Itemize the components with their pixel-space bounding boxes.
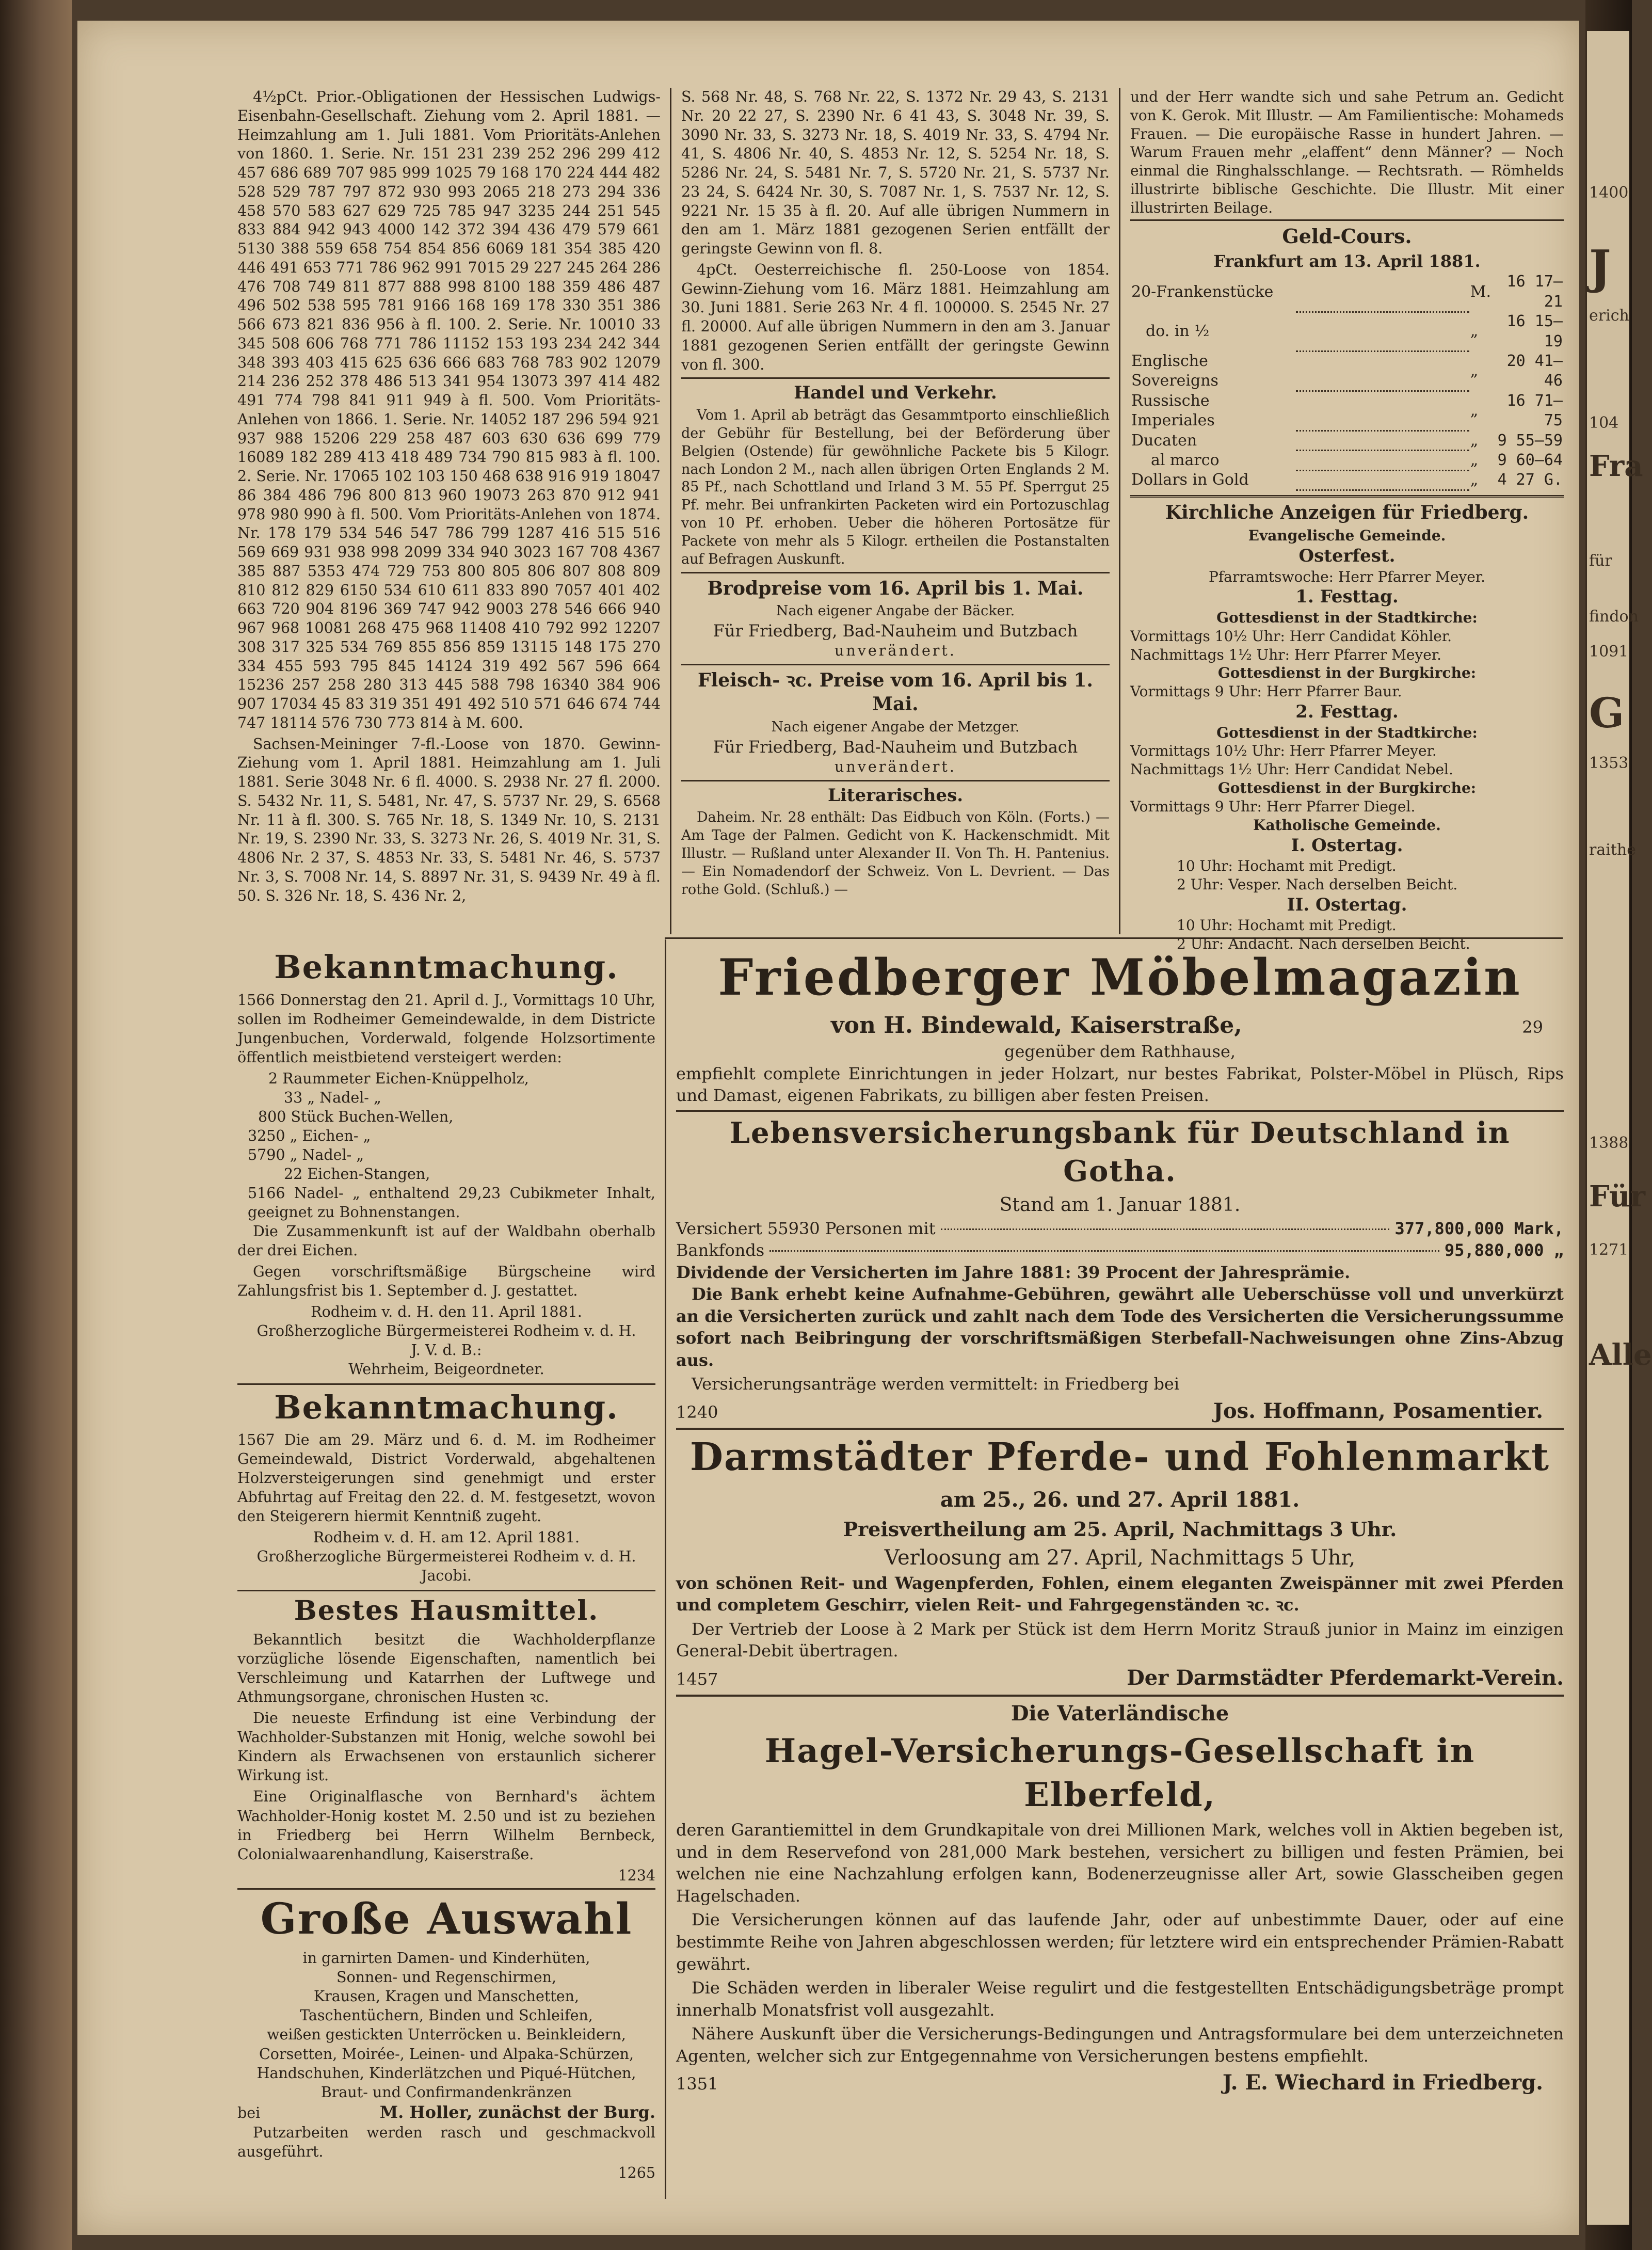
fleischpreise-sub: Nach eigener Angabe der Metzger. <box>771 719 1020 735</box>
evangelisch-heading: Evangelische Gemeinde. <box>1248 527 1446 545</box>
divider <box>676 1428 1564 1430</box>
auswahl-line: in garnirten Damen- und Kinderhüten, <box>302 1950 590 1967</box>
wood-item: 800 Stück Buchen-Wellen, <box>258 1108 454 1125</box>
geldcours-sub: Frankfurt am 13. April 1881. <box>1213 251 1481 272</box>
edge-fragment: 1353 <box>1589 754 1629 773</box>
moebel-von: von H. Bindewald, Kaiserstraße, <box>831 1012 1242 1039</box>
hagel-pretitle: Die Vaterländische <box>1011 1701 1229 1726</box>
service-line: Vormittags 9 Uhr: Herr Pfarrer Diegel. <box>1130 797 1416 815</box>
auswahl-line: Taschentüchern, Binden und Schleifen, <box>300 2007 593 2024</box>
pfarramtswoche: Pfarramtswoche: Herr Pfarrer Meyer. <box>1209 568 1485 585</box>
bekanntmachung-place: Rodheim v. d. H. am 12. April 1881. <box>313 1529 580 1546</box>
bekanntmachung-text: Die Zusammenkunft ist auf der Waldbahn oberhalb der drei Eichen. <box>237 1223 655 1259</box>
kirchliche-heading: Kirchliche Anzeigen für Friedberg. <box>1165 502 1529 524</box>
section-heading-handel: Handel und Verkehr. <box>794 382 997 404</box>
bekanntmachung-heading: Bekanntmachung. <box>274 1388 619 1426</box>
edge-fragment: 104 <box>1589 414 1619 432</box>
hagel-text: Nähere Auskunft über die Versicherungs-Bedingungen und Antragsformulare bei dem unterzeichneten Agenten, welcher sich zur Entgegennahme von Versicherungen bestens empfiehlt. <box>676 2024 1564 2066</box>
edge-fragment: 1271 <box>1589 1241 1629 1259</box>
bekanntmachung-place: Rodheim v. d. H. den 11. April 1881. <box>311 1303 582 1321</box>
auswahl-line: weißen gestickten Unterröcken u. Beinkleidern, <box>267 2026 626 2044</box>
divider <box>681 664 1110 665</box>
currency-unit: „ <box>1470 451 1479 469</box>
lottery-paragraph: 4½pCt. Prior.-Obligationen der Hessischen Ludwigs-Eisenbahn-Gesellschaft. Ziehung vom 2. April 1881. — Heimzahlung am 1. Juli 1881. Vom Prioritäts-Anlehen von 1860. 1. Serie. Nr. 151 231 239 252 296 299 412 457 686 689 707 985 999 1025 79 168 170 224 444 482 528 529 787 797 872 930 993 2065 218 273 294 336 458 570 583 627 629 725 785 947 3235 244 251 545 833 884 942 943 4000 142 372 394 436 479 579 661 5130 388 559 658 754 854 856 6069 181 354 385 420 446 491 653 771 786 962 991 7015 29 227 245 264 286 476 708 749 811 877 888 998 8100 188 359 486 487 496 502 538 595 781 9166 168 169 178 330 351 386 566 673 821 836 956 à fl. 100. 2. Serie. Nr. 10010 33 345 508 606 768 771 786 11152 153 193 234 242 344 348 393 403 415 625 636 666 683 768 783 902 12079 214 236 252 378 486 513 341 954 13073 397 414 482 491 774 798 841 911 949 à fl. 500. Vom Prioritäts-Anlehen von 1866. 1. Serie. Nr. 14052 187 296 594 921 937 988 15206 229 258 487 603 630 636 699 779 16089 182 289 413 418 489 734 790 815 983 à fl. 100. 2. Serie. Nr. 17065 102 103 150 468 638 916 919 18047 86 384 486 796 800 813 960 19073 263 870 912 941 978 980 990 à fl. 500. Vom Prioritäts-Anlehen von 1874. Nr. 178 179 534 546 547 786 799 1287 416 515 516 569 669 931 938 998 2099 334 940 3023 167 708 4367 385 887 5353 474 729 753 800 805 806 807 808 809 810 812 829 6150 534 610 611 833 890 7057 401 402 663 720 904 8196 369 747 942 9003 278 546 666 940 967 968 10081 268 475 968 11408 410 792 992 12207 308 317 325 534 769 855 856 859 13115 148 175 270 334 455 593 795 845 14124 319 492 567 596 664 15236 257 258 280 313 445 588 798 16340 384 906 907 17034 45 83 319 351 491 492 510 571 646 674 744 747 18114 576 730 773 814 à M. 600. <box>237 88 661 731</box>
middle-top-column <box>681 88 1110 934</box>
divider <box>237 1383 655 1385</box>
burgkirche-heading: Gottesdienst in der Burgkirche: <box>1217 664 1477 682</box>
currency-value: 16 71–75 <box>1506 391 1563 430</box>
currency-value: 16 17–21 <box>1506 273 1563 311</box>
currency-value: 9 55–59 <box>1497 431 1563 450</box>
edge-fragment: Für <box>1589 1179 1645 1214</box>
auswahl-heading: Große Auswahl <box>260 1894 633 1944</box>
divider <box>1130 495 1564 498</box>
festtag-heading: 1. Festtag. <box>1295 586 1399 608</box>
hagel-heading: Hagel-Versicherungs-Gesellschaft in Elberfeld, <box>764 1732 1475 1815</box>
lottery-paragraph: S. 568 Nr. 48, S. 768 Nr. 22, S. 1372 Nr. 29 43, S. 2131 Nr. 20 22 27, S. 2390 Nr. 6 41 43, S. 3048 Nr. 39, S. 3090 Nr. 33, S. 3273 Nr. 18, S. 4019 Nr. 33, S. 4794 Nr. 41, S. 4806 Nr. 40, S. 4853 Nr. 12, S. 5254 Nr. 18, S. 5286 Nr. 24, S. 5481 Nr. 7, S. 5720 Nr. 21, S. 5737 Nr. 23 24, S. 6424 Nr. 30, S. 7087 Nr. 1, S. 7537 Nr. 12, S. 9221 Nr. 15 35 à fl. 20. Auf alle übrigen Nummern in den am 1. März 1881 gezogenen Serien entfällt der geringste Gewinn von fl. 8. <box>681 88 1110 257</box>
edge-fragment: erich <box>1589 307 1629 325</box>
currency-label: 20-Frankenstücke <box>1131 282 1274 301</box>
stadtkirche-heading: Gottesdienst in der Stadtkirche: <box>1216 609 1478 626</box>
pferdemarkt-heading: Darmstädter Pferde- und Fohlenmarkt <box>689 1435 1550 1480</box>
bekanntmachung-heading: Bekanntmachung. <box>274 948 619 986</box>
ad-number: 1240 <box>676 1402 718 1423</box>
auswahl-line: Corsetten, Moirée-, Leinen- und Alpaka-Schürzen, <box>259 2045 634 2063</box>
bekanntmachung-text: Gegen vorschriftsmäßige Bürgscheine wird Zahlungsfrist bis 1. September d. J. gestattet. <box>237 1263 655 1300</box>
lottery-column <box>237 88 661 934</box>
hagel-text: Die Schäden werden in liberaler Weise regulirt und die festgestellten Entschädigungsbeträge prompt innerhalb Monatsfrist voll ausgezahlt. <box>676 1978 1564 2020</box>
lebensversicherung-text: Die Bank erhebt keine Aufnahme-Gebühren, gewährt alle Ueberschüsse voll und unverkürzt an die Versicherten zurück und zahlt nach dem Tode des Versicherten die Versicherungssumme sofort nach Beibringung der vorschriftsmäßigen Sterbefall-Nachweisungen ohne Zins-Abzug aus. <box>676 1284 1564 1370</box>
lottery-paragraph: 4pCt. Oesterreichische fl. 250-Loose von 1854. Gewinn-Ziehung vom 16. März 1881. Heimzahlung am 30. Juni 1881. Serie 263 Nr. 4 fl. 100000. S. 2545 Nr. 27 fl. 20000. Auf alle übrigen Nummern in den am 3. Januar 1881 gezogenen Serien entfällt der geringste Gewinn von fl. 300. <box>681 261 1110 373</box>
divider <box>676 1695 1564 1697</box>
service-line: 2 Uhr: Andacht. Nach derselben Beicht. <box>1177 935 1470 953</box>
hagel-text: Die Versicherungen können auf das laufende Jahr, oder auf unbestimmte Dauer, oder auf eine bestimmte Reihe von Jahren abgeschlossen werden; für letztere wird ein entsprechender Prämien-Rabatt gewährt. <box>676 1910 1564 1974</box>
hausmittel-text: Die neueste Erfindung ist eine Verbindung der Wachholder-Substanzen mit Honig, welche sowohl bei Kindern als Erwachsenen von erstaunlich sicherer Wirkung ist. <box>237 1710 655 1784</box>
currency-label: Englische Sovereigns <box>1131 352 1218 390</box>
ad-number: 1265 <box>618 2164 655 2182</box>
ad-number: 1457 <box>676 1669 718 1689</box>
auswahl-line: Sonnen- und Regenschirmen, <box>336 1969 557 1986</box>
right-top-column <box>1130 88 1564 953</box>
agent-name: Jos. Hoffmann, Posamentier. <box>1213 1399 1543 1424</box>
table-row <box>1130 312 1564 352</box>
lebensversicherung-vermittlung: Versicherungsanträge werden vermittelt: in Friedberg bei <box>692 1374 1180 1394</box>
moebel-heading: Friedberger Möbelmagazin <box>718 948 1522 1007</box>
divider <box>681 377 1110 379</box>
currency-value: 16 15–19 <box>1506 312 1563 350</box>
currency-value: 4 27 G. <box>1497 471 1563 489</box>
auswahl-merchant: M. Holler, zunächst der Burg. <box>379 2102 655 2122</box>
currency-label: al marco <box>1151 451 1220 469</box>
divider <box>1130 219 1564 221</box>
service-line: Vormittags 10½ Uhr: Herr Pfarrer Meyer. <box>1130 742 1437 760</box>
service-line: 2 Uhr: Vesper. Nach derselben Beicht. <box>1177 875 1458 893</box>
edge-fragment: 1091 <box>1589 643 1629 661</box>
hausmittel-heading: Bestes Hausmittel. <box>294 1594 599 1626</box>
lottery-paragraph: Sachsen-Meininger 7-fl.-Loose von 1870. Gewinn-Ziehung vom 1. April 1881. Heimzahlung am 1. Juli 1881. Serie 3048 Nr. 6 fl. 4000. S. 2938 Nr. 27 fl. 2000. S. 5432 Nr. 11, S. 5481, Nr. 47, S. 5737 Nr. 29, S. 6568 Nr. 11 à fl. 300. S. 765 Nr. 18, S. 1349 Nr. 10, S. 2131 Nr. 19, S. 2390 Nr. 33, S. 3273 Nr. 26, S. 4019 Nr. 31, S. 4806 Nr. 2 37, S. 4853 Nr. 33, S. 5481 Nr. 46, S. 5737 Nr. 3, S. 7008 Nr. 14, S. 8897 Nr. 31, S. 9439 Nr. 49 à fl. 50. S. 326 Nr. 18, S. 436 Nr. 2, <box>237 735 661 904</box>
signature-name: Wehrheim, Beigeordneter. <box>348 1361 544 1378</box>
fleischpreise-status: unverändert. <box>835 758 956 775</box>
book-binding-left <box>0 0 72 2250</box>
bekanntmachung-text: 1567 Die am 29. März und 6. d. M. im Rodheimer Gemeindewald, District Vorderwald, abgehaltenen Holzversteigerungen sind genehmigt und erster Abfuhrtag auf Freitag den 22. d. M. festgesetzt, wovon den Steigerern hiermit Kenntniß zugeht. <box>237 1431 655 1525</box>
dividende-line: Dividende der Versicherten im Jahre 1881: 39 Procent der Jahresprämie. <box>676 1262 1351 1282</box>
ad-number: 1351 <box>676 2074 718 2094</box>
left-bottom-column <box>237 945 655 2204</box>
edge-fragment: J <box>1589 240 1611 295</box>
edge-fragment: für <box>1589 552 1612 570</box>
currency-label: do. in ½ <box>1146 322 1210 341</box>
katholisch-heading: Katholische Gemeinde. <box>1253 816 1441 834</box>
daheim-continued: und der Herr wandte sich und sahe Petrum an. Gedicht von K. Gerok. Mit Illustr. — Am Familientische: Mohameds Frauen. — Die europäische Rasse in hundert Jahren. — Warum Frauen mehr „elaffent“ denn Männer? — Noch einmal die Ringhalsschlange. — Rechtsrath. — Römhelds illustrirte biblische Geschichte. Die Illustr. Mit einer illustrirten Beilage. <box>1130 88 1564 216</box>
wood-item: 33 „ Nadel- „ <box>284 1089 381 1106</box>
brodpreise-status: unverändert. <box>835 642 956 660</box>
literarisches-heading: Literarisches. <box>827 785 964 806</box>
pferdemarkt-dates: am 25., 26. und 27. April 1881. <box>940 1487 1300 1512</box>
stat-label: Versichert 55930 Personen mit <box>676 1218 936 1238</box>
auswahl-line: Braut- und Confirmandenkränzen <box>320 2083 572 2101</box>
fleischpreise-heading: Fleisch- ꝛc. Preise vom 16. April bis 1. Mai. <box>698 669 1093 715</box>
moebel-gegenueber: gegenüber dem Rathhause, <box>1004 1042 1236 1062</box>
service-line: Nachmittags 1½ Uhr: Herr Pfarrer Meyer. <box>1130 646 1442 663</box>
divider <box>676 1110 1564 1112</box>
brodpreise-sub: Nach eigener Angabe der Bäcker. <box>776 603 1015 619</box>
auswahl-putz: Putzarbeiten werden rasch und geschmackvoll ausgeführt. <box>237 2124 655 2161</box>
edge-fragment: Fra <box>1589 449 1643 483</box>
service-line: Vormittags 10½ Uhr: Herr Candidat Köhler. <box>1130 627 1452 645</box>
wood-item: 3250 „ Eichen- „ <box>248 1127 371 1144</box>
newspaper-page <box>77 21 1579 2235</box>
ostertag-heading: I. Ostertag. <box>1291 835 1403 856</box>
service-line: Nachmittags 1½ Uhr: Herr Candidat Nebel. <box>1130 761 1453 778</box>
pferdemarkt-text: von schönen Reit- und Wagenpferden, Fohlen, einem eleganten Zweispänner mit zwei Pferden und completem Geschirr, vielen Reit- und Fahrgegenständen ꝛc. ꝛc. <box>676 1573 1564 1615</box>
service-line: 10 Uhr: Hochamt mit Predigt. <box>1177 917 1397 934</box>
pferdemarkt-verloosung: Verloosung am 27. April, Nachmittags 5 Uhr, <box>884 1546 1356 1570</box>
geldcours-table <box>1130 272 1564 491</box>
brodpreise-heading: Brodpreise vom 16. April bis 1. Mai. <box>707 577 1084 599</box>
currency-label: Ducaten <box>1131 431 1197 450</box>
currency-label: Russische Imperiales <box>1131 391 1215 430</box>
edge-fragment: 1400 <box>1589 184 1629 202</box>
column-rule <box>670 88 671 934</box>
wood-item: 5790 „ Nadel- „ <box>248 1146 364 1163</box>
lebensversicherung-stand: Stand am 1. Januar 1881. <box>999 1194 1241 1216</box>
edge-fragment: G <box>1589 689 1625 738</box>
currency-label: Dollars in Gold <box>1131 471 1249 489</box>
wood-item: 2 Raummeter Eichen-Knüppelholz, <box>268 1070 529 1087</box>
pferdemarkt-vertrieb: Der Vertrieb der Loose à 2 Mark per Stück ist dem Herrn Moritz Strauß junior in Mainz im einzigen General-Debit übertragen. <box>676 1619 1564 1661</box>
currency-unit: „ <box>1470 401 1479 420</box>
currency-unit: „ <box>1470 362 1479 380</box>
edge-fragment: findon <box>1589 608 1639 626</box>
hagel-lead: deren Garantiemittel in dem Grundkapitale von drei Millionen Mark, welches voll in Aktien begeben ist, und in dem Reservefond von 281,000 Mark bestehen, versichert zu billigen und festen Prämien, bei welchen nie eine Nachzahlung erfolgen kann, Bodenerzeugnisse aller Art, sowie Glasscheiben gegen Hagelschaden. <box>676 1820 1564 1906</box>
lebensversicherung-heading: Lebensversicherungsbank für Deutschland in Gotha. <box>729 1115 1511 1189</box>
pferdemarkt-verein: Der Darmstädter Pferdemarkt-Verein. <box>1127 1665 1564 1690</box>
divider <box>681 572 1110 573</box>
ostertag-heading: II. Ostertag. <box>1287 894 1407 915</box>
currency-unit: „ <box>1470 322 1479 341</box>
table-row <box>1130 352 1564 391</box>
currency-unit: „ <box>1470 471 1479 489</box>
festtag-heading: 2. Festtag. <box>1295 701 1399 723</box>
stat-label: Bankfonds <box>676 1240 765 1260</box>
hausmittel-text: Eine Originalflasche von Bernhard's ächtem Wachholder-Honig kostet M. 2.50 und ist zu beziehen in Friedberg bei Herrn Wilhelm Bernbeck, Colonialwaarenhandlung, Kaiserstraße. <box>237 1788 655 1863</box>
table-row <box>1130 470 1564 490</box>
pferdemarkt-preis: Preisvertheilung am 25. April, Nachmittags 3 Uhr. <box>843 1517 1397 1541</box>
currency-unit: M. <box>1470 282 1491 301</box>
currency-value: 9 60–64 <box>1497 451 1563 469</box>
signature-line: J. V. d. B.: <box>411 1342 482 1359</box>
wood-item: 22 Eichen-Stangen, <box>284 1166 430 1183</box>
edge-fragment: raithe <box>1589 841 1636 859</box>
handel-text: Vom 1. April ab beträgt das Gesammtporto einschließlich der Gebühr für Bestellung, bei der Beförderung über Belgien (Ostende) für gewöhnliche Packete bis 5 Kilogr. nach London 2 M., nach allen übrigen Orten Englands 2 M. 85 Pf., nach Schottland und Irland 3 M. 55 Pf. Sperrgut 25 Pf. mehr. Bei unfrankirten Packeten wird ein Portozuschlag von 10 Pf. erhoben. Ueber die höheren Portosätze für Packete von mehr als 5 Kilogr. ertheilen die Postanstalten auf Befragen Auskunft. <box>681 407 1110 567</box>
divider <box>237 1888 655 1890</box>
literarisches-text: Daheim. Nr. 28 enthält: Das Eidbuch von Köln. (Forts.) — Am Tage der Palmen. Gedicht von K. Hackenschmidt. Mit Illustr. — Rußland unter Alexander II. Von Th. H. Pantenius. — Ein Nomadendorf der Schweiz. Von L. Devrient. — Das rothe Gold. (Schluß.) — <box>681 809 1110 898</box>
hausmittel-text: Bekanntlich besitzt die Wachholderpflanze vorzügliche lösende Eigenschaften, namentlich bei Verschleimung und Katarrhen der Luftwege und Athmungsorgane, chronischen Husten ꝛc. <box>237 1631 655 1706</box>
geldcours-heading: Geld-Cours. <box>1282 224 1412 248</box>
edge-fragment: Alle <box>1589 1338 1652 1373</box>
table-row <box>1130 451 1564 470</box>
agent-name: J. E. Wiechard in Friedberg. <box>1222 2070 1543 2095</box>
burgkirche-heading: Gottesdienst in der Burgkirche: <box>1217 779 1477 797</box>
service-line: 10 Uhr: Hochamt mit Predigt. <box>1177 857 1397 875</box>
signature-office: Großherzogliche Bürgermeisterei Rodheim v. d. H. <box>256 1322 636 1340</box>
table-row <box>1130 272 1564 312</box>
next-page-edge <box>1587 31 1652 2225</box>
signature-office: Großherzogliche Bürgermeisterei Rodheim v. d. H. <box>256 1548 636 1566</box>
wood-item: 5166 Nadel- „ enthaltend 29,23 Cubikmeter Inhalt, geeignet zu Bohnenstangen. <box>248 1185 655 1221</box>
currency-unit: „ <box>1470 431 1479 450</box>
divider <box>237 1590 655 1591</box>
moebel-text: empfiehlt complete Einrichtungen in jeder Holzart, nur bestes Fabrikat, Polster-Möbel in Plüsch, Rips und Damast, eigenen Fabrikats, zu billigen aber festen Preisen. <box>676 1063 1564 1106</box>
stat-value: 95,880,000 „ <box>1444 1240 1564 1260</box>
auswahl-bei: bei <box>237 2104 261 2121</box>
auswahl-line: Krausen, Kragen und Manschetten, <box>313 1988 580 2005</box>
table-row <box>1130 391 1564 431</box>
edge-fragment: 1388 <box>1589 1134 1629 1153</box>
currency-value: 20 41–46 <box>1506 352 1563 390</box>
signature-name: Jacobi. <box>421 1567 472 1585</box>
table-row <box>1130 431 1564 451</box>
auswahl-line: Handschuhen, Kinderlätzchen und Piqué-Hütchen, <box>256 2064 636 2082</box>
brodpreise-line: Für Friedberg, Bad-Nauheim und Butzbach <box>713 620 1078 641</box>
divider <box>681 780 1110 781</box>
service-line: Vormittags 9 Uhr: Herr Pfarrer Baur. <box>1130 683 1402 700</box>
stat-value: 377,800,000 Mark, <box>1394 1218 1564 1238</box>
osterfest-heading: Osterfest. <box>1298 546 1396 567</box>
advertisement-block <box>676 945 1564 2204</box>
ad-number: 29 <box>1522 1017 1543 1037</box>
fleischpreise-line: Für Friedberg, Bad-Nauheim und Butzbach <box>713 737 1078 757</box>
column-rule <box>1119 88 1120 934</box>
column-rule <box>665 939 666 2199</box>
stadtkirche-heading: Gottesdienst in der Stadtkirche: <box>1216 724 1478 741</box>
bekanntmachung-intro: 1566 Donnerstag den 21. April d. J., Vormittags 10 Uhr, sollen im Rodheimer Gemeindewalde, in dem Districte Jungenbuchen, Vorderwald, folgende Holzsortimente öffentlich meistbietend versteigert werden: <box>237 991 655 1066</box>
ad-number: 1234 <box>618 1866 655 1884</box>
